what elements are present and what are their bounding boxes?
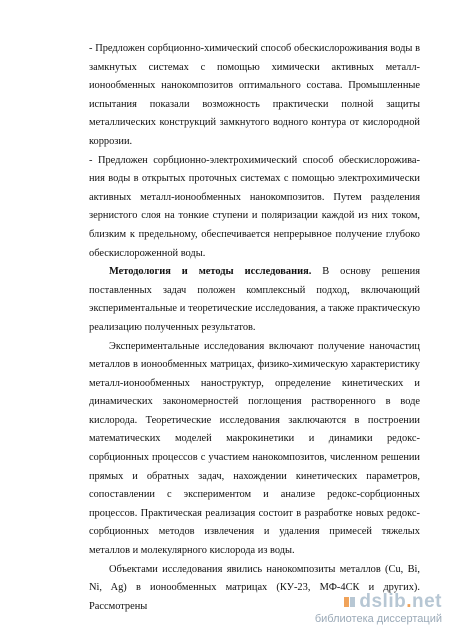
section-heading-inline: Методология и методы исследования. [109,266,312,278]
watermark-subtitle: библиотека диссертаций [314,613,442,625]
document-body [89,40,420,616]
paragraph-methodology [89,263,420,337]
paragraph-text: Экспериментальные исследования включают получение наночастиц металлов в ионообменных матрицах, физико-химическую характеристику металл-ионообменных наноструктур, определение кинетических и динамических закономерностей поглощения растворенного в воде кислорода. Теоретические исследования заключаются в построении математических моделей макрокинетики и динамики редокс-сорбционных процессов с участием нанокомпозитов, численном решении прямых и обратных задач, нахождении кинетических параметров, сопоставлении с экспериментом и анализе редокс-сорбционных процессов. Практическая реализация состоит в разработке новых редокс-сорбционных методов извлечения и удаления примесей тяжелых металлов и молекулярного кислорода из воды. [89,340,420,557]
paragraph-4 [89,338,420,561]
watermark-logo-name: dslib [359,591,407,612]
book-icon [343,595,357,609]
watermark [292,591,442,631]
paragraph-text: - Предложен сорбционно-электрохимический способ обескислорожива-ния воды в открытых проточных системах с помощью электрохимически активных металл-ионообменных нанокомпозитов. Путем разделения зернистого слоя на тонкие ступени и поляризации каждой из них током, близким к предельному, обеспечивается непрерывное получение глубоко обескислороженной воды. [89,154,420,259]
paragraph-text: - Предложен сорбционно-химический способ обескислороживания воды в замкнутых системах с помощью химически активных металл-ионообменных нанокомпозитов оптимального состава. Промышленные испытания показали возможность практически полной защиты металлических конструкций замкнутого водного контура от кислородной коррозии. [89,43,420,147]
watermark-logo-tld: net [412,591,442,612]
watermark-logo-dot: . [406,591,412,612]
paragraph-text: В основу решения поставленных задач положен комплексный подход, включающий экспериментальные и теоретические исследования, а также практическую реализацию полученных результатов. [89,266,420,333]
paragraph-1 [89,40,420,152]
paragraph-text: Объектами исследования явились нанокомпозиты металлов (Cu, Bi, Ni, Ag) в ионообменных матрицах (КУ-23, МФ-4СК и других). Рассмотрены [89,563,420,612]
paragraph-2 [89,152,420,264]
watermark-logo [292,591,442,613]
